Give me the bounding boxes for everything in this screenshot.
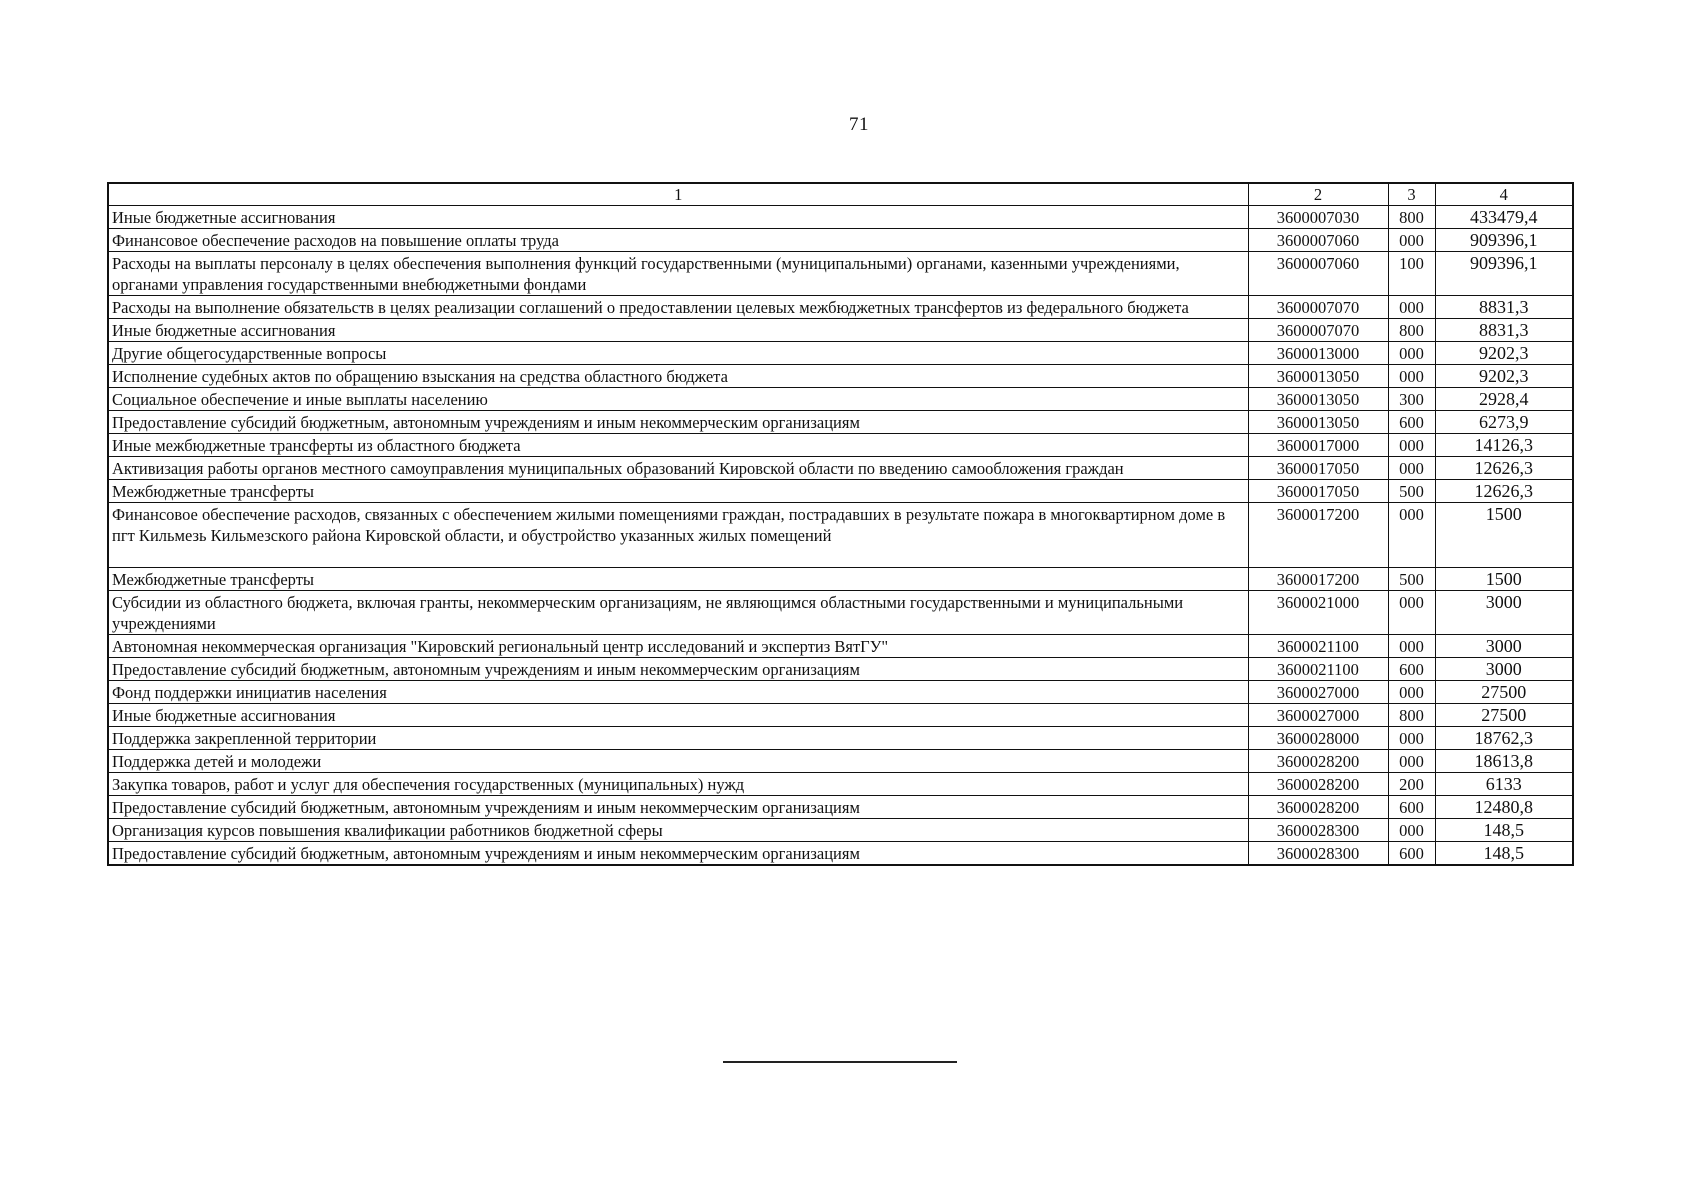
table-row [108,796,1573,819]
table-row [108,342,1573,365]
header-cell-4: 4 [1435,183,1573,206]
row-type-cell: 800 [1388,704,1435,727]
row-amount-cell: 8831,3 [1435,296,1573,319]
row-name-cell: Межбюджетные трансферты [108,480,1248,503]
header-cell-3: 3 [1388,183,1435,206]
row-type-cell: 500 [1388,568,1435,591]
row-type-cell: 600 [1388,658,1435,681]
table-row [108,296,1573,319]
row-name-cell: Социальное обеспечение и иные выплаты населению [108,388,1248,411]
row-amount-cell: 14126,3 [1435,434,1573,457]
row-code-cell: 3600017200 [1248,503,1388,568]
row-name-cell: Финансовое обеспечение расходов, связанных с обеспечением жилыми помещениями граждан, пострадавших в результате пожара в многоквартирном доме в пгт Кильмезь Кильмезского района Кировской области, и обустройство указанных жилых помещений [108,503,1248,568]
row-name-cell: Финансовое обеспечение расходов на повышение оплаты труда [108,229,1248,252]
row-name-cell: Организация курсов повышения квалификации работников бюджетной сферы [108,819,1248,842]
table-row [108,252,1573,296]
row-amount-cell: 18613,8 [1435,750,1573,773]
row-amount-cell: 27500 [1435,704,1573,727]
row-type-cell: 000 [1388,229,1435,252]
row-type-cell: 600 [1388,842,1435,866]
row-code-cell: 3600017000 [1248,434,1388,457]
row-code-cell: 3600007070 [1248,296,1388,319]
row-code-cell: 3600017200 [1248,568,1388,591]
row-code-cell: 3600027000 [1248,681,1388,704]
row-amount-cell: 12626,3 [1435,457,1573,480]
row-amount-cell: 148,5 [1435,842,1573,866]
row-type-cell: 000 [1388,503,1435,568]
row-type-cell: 800 [1388,206,1435,229]
row-type-cell: 000 [1388,457,1435,480]
row-name-cell: Поддержка закрепленной территории [108,727,1248,750]
row-type-cell: 000 [1388,727,1435,750]
row-name-cell: Расходы на выполнение обязательств в целях реализации соглашений о предоставлении целевых межбюджетных трансфертов из федерального бюджета [108,296,1248,319]
table-row [108,568,1573,591]
row-amount-cell: 6273,9 [1435,411,1573,434]
row-type-cell: 600 [1388,411,1435,434]
row-name-cell: Иные бюджетные ассигнования [108,319,1248,342]
footer-rule [723,1061,957,1063]
table-row [108,842,1573,866]
row-amount-cell: 2928,4 [1435,388,1573,411]
table-row [108,727,1573,750]
row-code-cell: 3600021000 [1248,591,1388,635]
header-cell-2: 2 [1248,183,1388,206]
row-code-cell: 3600013000 [1248,342,1388,365]
row-code-cell: 3600028200 [1248,750,1388,773]
row-name-cell: Исполнение судебных актов по обращению взыскания на средства областного бюджета [108,365,1248,388]
row-code-cell: 3600028200 [1248,773,1388,796]
row-type-cell: 300 [1388,388,1435,411]
row-code-cell: 3600028300 [1248,819,1388,842]
row-code-cell: 3600007070 [1248,319,1388,342]
row-amount-cell: 3000 [1435,591,1573,635]
row-code-cell: 3600007030 [1248,206,1388,229]
row-code-cell: 3600007060 [1248,229,1388,252]
header-cell-1: 1 [108,183,1248,206]
row-code-cell: 3600021100 [1248,635,1388,658]
row-type-cell: 000 [1388,342,1435,365]
row-name-cell: Автономная некоммерческая организация "Кировский региональный центр исследований и экспертиз ВятГУ" [108,635,1248,658]
row-name-cell: Иные межбюджетные трансферты из областного бюджета [108,434,1248,457]
row-type-cell: 500 [1388,480,1435,503]
row-code-cell: 3600028000 [1248,727,1388,750]
row-code-cell: 3600017050 [1248,480,1388,503]
row-amount-cell: 1500 [1435,568,1573,591]
table-row [108,411,1573,434]
row-code-cell: 3600027000 [1248,704,1388,727]
row-type-cell: 000 [1388,296,1435,319]
row-name-cell: Фонд поддержки инициатив населения [108,681,1248,704]
row-code-cell: 3600028200 [1248,796,1388,819]
row-name-cell: Предоставление субсидий бюджетным, автономным учреждениям и иным некоммерческим организациям [108,411,1248,434]
row-type-cell: 000 [1388,819,1435,842]
row-name-cell: Другие общегосударственные вопросы [108,342,1248,365]
row-type-cell: 000 [1388,365,1435,388]
row-name-cell: Предоставление субсидий бюджетным, автономным учреждениям и иным некоммерческим организациям [108,842,1248,866]
budget-table [107,182,1574,866]
row-amount-cell: 27500 [1435,681,1573,704]
row-name-cell: Субсидии из областного бюджета, включая гранты, некоммерческим организациям, не являющимся областными государственными и муниципальными учреждениями [108,591,1248,635]
table-row [108,681,1573,704]
row-amount-cell: 909396,1 [1435,252,1573,296]
row-code-cell: 3600021100 [1248,658,1388,681]
row-code-cell: 3600013050 [1248,365,1388,388]
table-row [108,206,1573,229]
row-amount-cell: 3000 [1435,635,1573,658]
row-type-cell: 000 [1388,635,1435,658]
row-name-cell: Поддержка детей и молодежи [108,750,1248,773]
row-code-cell: 3600028300 [1248,842,1388,866]
row-type-cell: 800 [1388,319,1435,342]
table-row [108,750,1573,773]
row-amount-cell: 9202,3 [1435,365,1573,388]
row-type-cell: 000 [1388,750,1435,773]
row-amount-cell: 9202,3 [1435,342,1573,365]
table-row [108,365,1573,388]
row-amount-cell: 148,5 [1435,819,1573,842]
row-name-cell: Иные бюджетные ассигнования [108,704,1248,727]
row-code-cell: 3600013050 [1248,411,1388,434]
row-amount-cell: 6133 [1435,773,1573,796]
table-row [108,503,1573,568]
row-name-cell: Расходы на выплаты персоналу в целях обеспечения выполнения функций государственными (муниципальными) органами, казенными учреждениями, органами управления государственными внебюджетными фондами [108,252,1248,296]
row-type-cell: 000 [1388,434,1435,457]
table-row [108,773,1573,796]
table-row [108,658,1573,681]
row-name-cell: Активизация работы органов местного самоуправления муниципальных образований Кировской области по введению самообложения граждан [108,457,1248,480]
row-name-cell: Предоставление субсидий бюджетным, автономным учреждениям и иным некоммерческим организациям [108,658,1248,681]
row-type-cell: 600 [1388,796,1435,819]
row-name-cell: Закупка товаров, работ и услуг для обеспечения государственных (муниципальных) нужд [108,773,1248,796]
row-name-cell: Предоставление субсидий бюджетным, автономным учреждениям и иным некоммерческим организациям [108,796,1248,819]
table-row [108,819,1573,842]
table-row [108,388,1573,411]
row-type-cell: 100 [1388,252,1435,296]
page-number: 71 [849,114,869,135]
row-name-cell: Межбюджетные трансферты [108,568,1248,591]
row-name-cell: Иные бюджетные ассигнования [108,206,1248,229]
row-code-cell: 3600007060 [1248,252,1388,296]
row-amount-cell: 18762,3 [1435,727,1573,750]
row-type-cell: 000 [1388,681,1435,704]
table-row [108,480,1573,503]
table-row [108,635,1573,658]
row-code-cell: 3600013050 [1248,388,1388,411]
row-amount-cell: 1500 [1435,503,1573,568]
table-row [108,591,1573,635]
row-type-cell: 000 [1388,591,1435,635]
table-row [108,319,1573,342]
row-code-cell: 3600017050 [1248,457,1388,480]
table-row [108,434,1573,457]
row-amount-cell: 8831,3 [1435,319,1573,342]
table-row [108,457,1573,480]
row-type-cell: 200 [1388,773,1435,796]
row-amount-cell: 12480,8 [1435,796,1573,819]
row-amount-cell: 909396,1 [1435,229,1573,252]
row-amount-cell: 3000 [1435,658,1573,681]
table-row [108,704,1573,727]
row-amount-cell: 433479,4 [1435,206,1573,229]
table-row [108,229,1573,252]
table-header-row [108,183,1573,206]
row-amount-cell: 12626,3 [1435,480,1573,503]
